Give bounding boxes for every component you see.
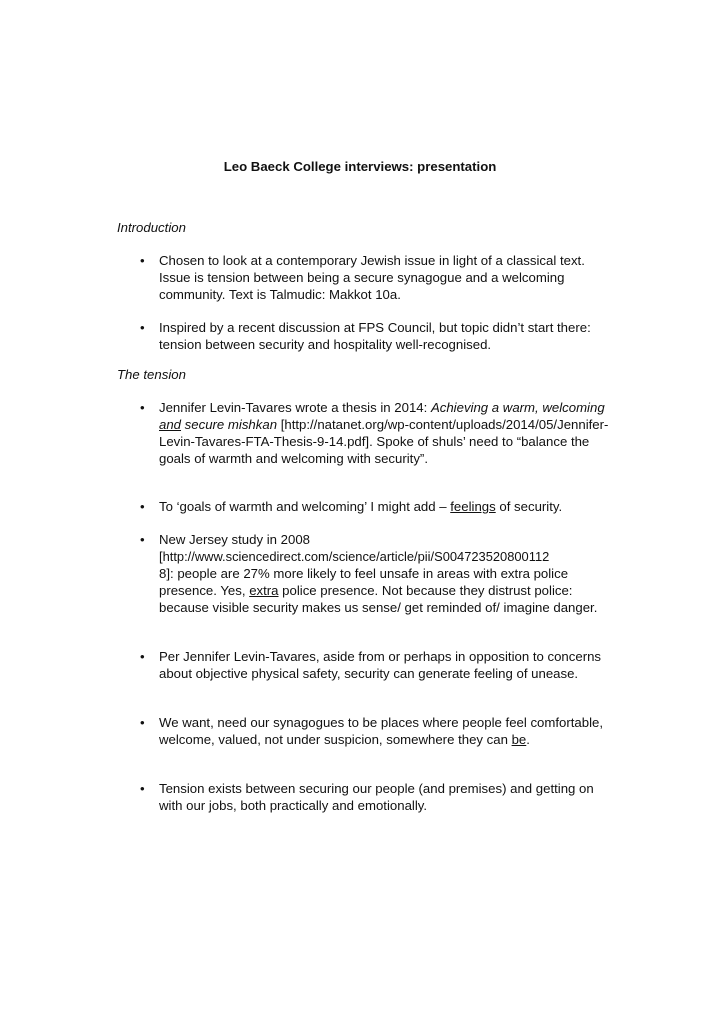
list-item xyxy=(117,781,617,815)
bullet-text-part: of security. xyxy=(495,499,563,514)
bullet-text: Chosen to look at a contemporary Jewish issue in light of a classical text. Issue is tension between being a secure synagogue and a welcoming community. Text is Talmudic: Makkot 10a. xyxy=(159,253,585,302)
bullet-text-line xyxy=(159,566,617,617)
thesis-title-part: secure mishkan xyxy=(181,416,278,432)
bullet-icon: • xyxy=(140,649,145,664)
bullet-text-part: . xyxy=(526,731,530,747)
bullet-text-part: [http://natanet.org/wp-content/uploads/2014/05/Jennifer-Levin-Tavares-FTA-Thesis-9-14.pdf]. Spoke of shuls’ need to “balance the goals of warmth and welcoming with security”. xyxy=(159,416,609,466)
underlined-word: feelings xyxy=(450,499,496,514)
bullet-text-part: police presence. Not because they distrust police: because visible security makes us sense/ get reminded of/ imagine danger. xyxy=(159,582,598,615)
bullet-text xyxy=(159,499,617,516)
list-item xyxy=(117,532,617,617)
bullet-icon: • xyxy=(140,781,145,796)
bullet-icon: • xyxy=(140,253,145,268)
list-item xyxy=(117,320,617,354)
list-item xyxy=(117,253,617,304)
bullet-icon: • xyxy=(140,400,145,415)
list-item xyxy=(117,649,617,683)
bullet-icon: • xyxy=(140,532,145,547)
bullet-text: Per Jennifer Levin-Tavares, aside from or perhaps in opposition to concerns about objective physical safety, security can generate feeling of unease. xyxy=(159,649,602,681)
bullet-text-part: Jennifer Levin-Tavares wrote a thesis in 2014: xyxy=(159,400,431,415)
thesis-title-part: Achieving a warm, welcoming xyxy=(430,400,605,415)
bullet-text xyxy=(159,715,617,749)
bullet-text xyxy=(159,400,617,468)
bullet-icon: • xyxy=(140,715,145,730)
bullet-text-part: 8]: people are 27% more likely to feel unsafe in areas with extra police presence. Yes, xyxy=(159,565,569,598)
section-heading-introduction: Introduction xyxy=(117,220,186,235)
bullet-text: Inspired by a recent discussion at FPS Council, but topic didn’t start there: tension between security and hospitality well-recognised. xyxy=(159,320,591,352)
bullet-text-part: We want, need our synagogues to be places where people feel comfortable, welcome, valued, not under suspicion, somewhere they can xyxy=(159,715,604,747)
bullet-text xyxy=(159,532,617,617)
bullet-text-part: To ‘goals of warmth and welcoming’ I might add – xyxy=(159,499,451,514)
underlined-word: extra xyxy=(249,582,279,598)
bullet-icon: • xyxy=(140,499,145,514)
list-item xyxy=(117,499,617,516)
bullet-text-line: New Jersey study in 2008 xyxy=(159,532,310,547)
bullet-icon: • xyxy=(140,320,145,335)
list-item xyxy=(117,400,617,468)
section-heading-the-tension: The tension xyxy=(117,367,186,382)
underlined-word: be xyxy=(511,731,527,747)
document-title: Leo Baeck College interviews: presentation xyxy=(223,159,497,174)
thesis-title-and: and xyxy=(159,416,182,432)
list-item xyxy=(117,715,617,749)
bullet-text: Tension exists between securing our people (and premises) and getting on with our jobs, both practically and emotionally. xyxy=(159,781,594,813)
bullet-text-line: [http://www.sciencedirect.com/science/article/pii/S004723520800112 xyxy=(159,548,550,564)
